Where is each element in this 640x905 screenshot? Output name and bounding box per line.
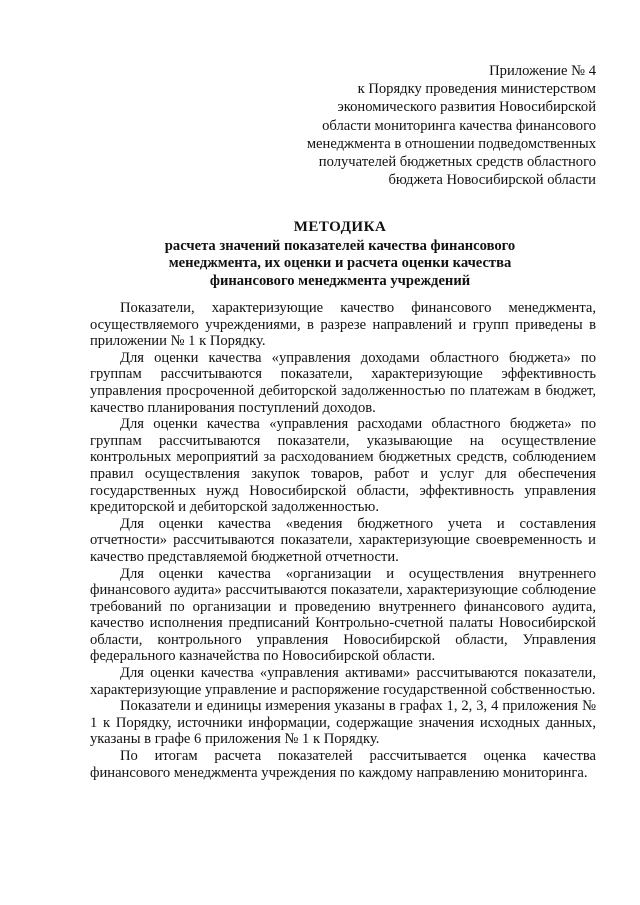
paragraph: Показатели, характеризующие качество финансового менеджмента, осуществляемого учреждениями, в разрезе направлений и групп приведены в приложении № 1 к Порядку. [90, 300, 596, 350]
document-body [90, 300, 596, 781]
appendix-line: области мониторинга качества финансового [322, 117, 596, 134]
appendix-line: менеджмента в отношении подведомственных [306, 135, 596, 152]
appendix-line: получателей бюджетных средств областного [318, 154, 596, 171]
document-title [90, 219, 590, 290]
paragraph: Для оценки качества «управления доходами областного бюджета» по группам рассчитываются показатели, характеризующие эффективность управления просроченной дебиторской задолженностью по платежам в бюджет, качество планирования поступлений доходов. [90, 349, 596, 416]
appendix-line: к Порядку проведения министерством [357, 81, 596, 98]
appendix-line: экономического развития Новосибирской [337, 99, 596, 116]
title-subline: менеджмента, их оценки и расчета оценки качества [168, 255, 512, 272]
title-main: МЕТОДИКА [293, 219, 387, 235]
paragraph: По итогам расчета показателей рассчитывается оценка качества финансового менеджмента учреждения по каждому направлению мониторинга. [90, 748, 596, 781]
paragraph: Для оценки качества «управления расходами областного бюджета» по группам рассчитываются показатели, указывающие на осуществление контрольных мероприятий за расходованием бюджетных средств, соблюдением правил осуществления закупок товаров, работ и услуг для обеспечения государственных нужд Новосибирской области, эффективность управления кредиторской и дебиторской задолженностью. [90, 416, 596, 516]
appendix-header [266, 62, 596, 189]
appendix-line: бюджета Новосибирской области [388, 172, 596, 189]
paragraph: Для оценки качества «ведения бюджетного учета и составления отчетности» рассчитываются показатели, характеризующие своевременность и качество представляемой бюджетной отчетности. [90, 515, 596, 565]
paragraph: Показатели и единицы измерения указаны в графах 1, 2, 3, 4 приложения № 1 к Порядку, источники информации, содержащие значения исходных данных, указаны в графе 6 приложения № 1 к Порядку. [90, 698, 596, 748]
paragraph: Для оценки качества «управления активами» рассчитываются показатели, характеризующие управление и распоряжение государственной собственностью. [90, 665, 596, 698]
paragraph: Для оценки качества «организации и осуществления внутреннего финансового аудита» рассчитываются показатели, характеризующие соблюдение требований по организации и проведению внутреннего финансового аудита, качество исполнения предписаний Контрольно-счетной палаты Новосибирской области, контрольного управления Новосибирской области, Управления федерального казначейства по Новосибирской области. [90, 565, 596, 665]
title-subline: расчета значений показателей качества финансового [164, 237, 516, 254]
appendix-line: Приложение № 4 [489, 63, 596, 79]
title-subline: финансового менеджмента учреждений [209, 272, 471, 289]
